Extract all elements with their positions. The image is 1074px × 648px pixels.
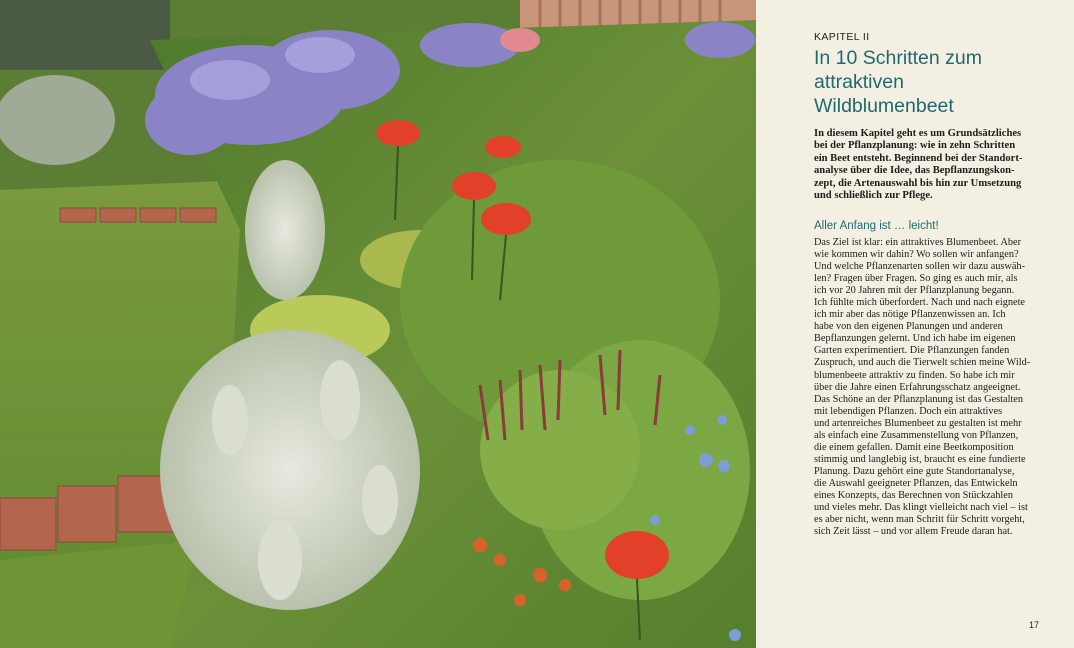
- body-line: eines Konzepts, das Berechnen von Stückzahlen: [814, 489, 1014, 501]
- intro-line: bei der Pflanzplanung: wie in zehn Schritten: [814, 140, 1016, 152]
- text-page: [756, 0, 1074, 648]
- body-line: Planung. Dazu gehört eine gute Standortanalyse,: [814, 465, 1015, 477]
- intro-paragraph: [814, 128, 1036, 202]
- body-line: blumenbeete attraktiv zu finden. So habe ich mir: [814, 369, 1015, 381]
- body-line: Bepflanzungen gelernt. Und ich habe im eigenen: [814, 333, 1016, 345]
- body-line: ich vor 20 Jahren mit der Pflanzplanung begann.: [814, 285, 1015, 297]
- section-subheading: Aller Anfang ist … leicht!: [814, 220, 939, 232]
- body-line: die einem gefallen. Damit eine Beetkomposition: [814, 441, 1014, 453]
- page-number: 17: [1029, 620, 1040, 630]
- body-line: ich mir aber das nötige Pflanzenwissen an. Ich: [814, 309, 1006, 321]
- body-line: mit lebendigen Pflanzen. Doch ein attraktives: [814, 405, 1003, 417]
- chapter-title-line: Wildblumenbeet: [814, 95, 954, 117]
- intro-line: und schließlich zur Pflege.: [814, 190, 933, 202]
- chapter-title-line: In 10 Schritten zum: [814, 47, 982, 69]
- chapter-title: [814, 46, 1064, 118]
- intro-line: In diesem Kapitel geht es um Grundsätzliches: [814, 128, 1022, 139]
- body-line: Und welche Pflanzenarten sollen wir dazu auswäh-: [814, 261, 1026, 273]
- intro-line: zept, die Artenauswahl bis hin zur Umsetzung: [814, 177, 1022, 189]
- body-line: wie kommen wir dahin? Wo sollen wir anfangen?: [814, 249, 1019, 261]
- body-line: Zuspruch, und auch die Tierwelt schien meine Wild-: [814, 357, 1031, 369]
- body-line: stimmig und langlebig ist, braucht es eine fundierte: [814, 453, 1026, 465]
- body-paragraph: [814, 237, 1038, 538]
- body-line: Garten experimentiert. Die Pflanzungen fanden: [814, 345, 1010, 357]
- body-line: len? Fragen über Fragen. So ging es auch mir, als: [814, 273, 1018, 285]
- body-line: und vieles mehr. Das klingt vielleicht nach viel – ist: [814, 502, 1028, 514]
- body-line: Das Ziel ist klar: ein attraktives Blumenbeet. Aber: [814, 237, 1022, 248]
- body-line: sich Zeit lässt – und vor allem Freude daran hat.: [814, 526, 1013, 538]
- body-line: Das Schöne an der Pflanzplanung ist das Gestalten: [814, 393, 1024, 405]
- body-line: über die Jahre einen Erfahrungsschatz angeeignet.: [814, 381, 1021, 393]
- intro-line: ein Beet entsteht. Beginnend bei der Standort-: [814, 152, 1023, 164]
- intro-line: analyse über die Idee, das Bepflanzungskon-: [814, 165, 1015, 177]
- chapter-label: KAPITEL II: [814, 31, 870, 43]
- body-line: die Auswahl geeigneter Pflanzen, das Entwickeln: [814, 477, 1018, 489]
- body-line: habe von den eigenen Planungen und anderen: [814, 321, 1003, 333]
- body-line: Ich fühlte mich überfordert. Nach und nach eignete: [814, 297, 1025, 309]
- body-line: es aber nicht, wenn man Schritt für Schritt vorgeht,: [814, 514, 1025, 526]
- body-line: als einfach eine Zusammenstellung von Pflanzen,: [814, 429, 1019, 441]
- body-line: und artenreiches Blumenbeet zu gestalten ist mehr: [814, 417, 1022, 429]
- chapter-title-line: attraktiven: [814, 71, 904, 93]
